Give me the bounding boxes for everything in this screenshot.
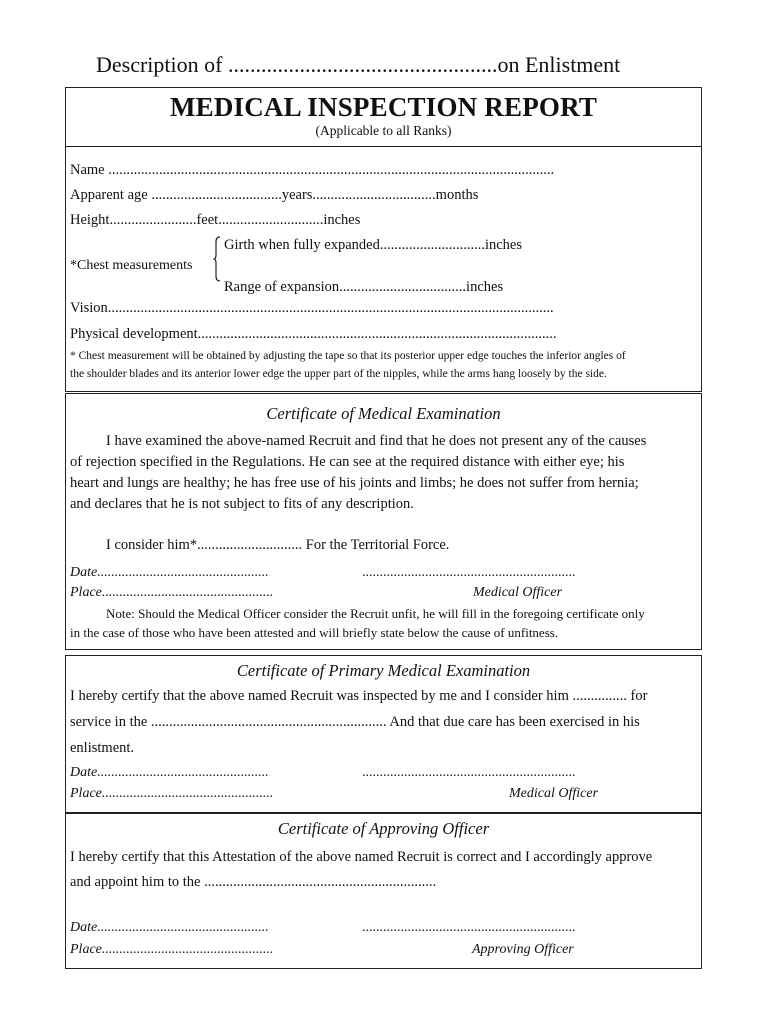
age-field[interactable]: Apparent age ....................................years..................................months: [70, 187, 479, 203]
medical-cert-line4: and declares that he is not subject to fits of any description.: [70, 496, 414, 512]
chest-note-line1: * Chest measurement will be obtained by adjusting the tape so that its posterior upper edge touches the inferior angles of: [70, 350, 626, 362]
unfit-note-line2: in the case of those who have been attested and will briefly state below the cause of unfitness.: [70, 625, 559, 640]
chest-note-line2: the shoulder blades and its anterior lower edge the upper part of the nipples, while the arms hang loosely by the side.: [70, 368, 607, 380]
medical-cert-line1: I have examined the above-named Recruit and find that he does not present any of the causes: [106, 433, 647, 449]
girth-field[interactable]: Girth when fully expanded.............................inches: [224, 237, 523, 253]
physical-field[interactable]: Physical development...................................................................................................: [70, 326, 557, 342]
approving-cert-line1: I hereby certify that this Attestation of the above named Recruit is correct and I accordingly approve: [70, 849, 653, 865]
primary-cert-line1[interactable]: I hereby certify that the above named Recruit was inspected by me and I consider him ............... for: [70, 688, 648, 704]
primary-signature-line[interactable]: .............................................................: [362, 765, 576, 780]
medical-date-field[interactable]: Date.................................................: [70, 565, 269, 580]
chest-label: *Chest measurements: [70, 258, 193, 273]
unfit-note-line1: Note: Should the Medical Officer consider the Recruit unfit, he will fill in the foregoing certificate only: [106, 606, 645, 621]
primary-officer-label: Medical Officer: [509, 786, 599, 801]
primary-cert-line2[interactable]: service in the ................................................................. And that due care has been exercised in his: [70, 714, 640, 730]
primary-cert-title: Certificate of Primary Medical Examination: [236, 661, 531, 680]
medical-place-field[interactable]: Place.................................................: [70, 585, 274, 600]
appoint-field[interactable]: and appoint him to the ................................................................: [70, 874, 437, 890]
approving-officer-section: [65, 813, 702, 969]
report-title-box: [66, 88, 701, 147]
range-field[interactable]: Range of expansion...................................inches: [224, 279, 504, 295]
approving-place-field[interactable]: Place.................................................: [70, 942, 274, 957]
primary-cert-line3: enlistment.: [70, 740, 135, 756]
medical-examination-section: [65, 393, 702, 650]
approving-signature-line[interactable]: .............................................................: [362, 920, 576, 935]
medical-signature-line[interactable]: .............................................................: [362, 565, 576, 580]
name-field[interactable]: Name ...........................................................................................................................: [70, 162, 555, 178]
primary-examination-section: [65, 655, 702, 813]
primary-place-field[interactable]: Place.................................................: [70, 786, 274, 801]
approving-cert-title: Certificate of Approving Officer: [277, 819, 490, 838]
brace-icon: [213, 236, 221, 282]
medical-inspection-section: [65, 87, 702, 392]
medical-officer-label: Medical Officer: [473, 585, 563, 600]
medical-cert-title: Certificate of Medical Examination: [266, 404, 501, 423]
height-field[interactable]: Height........................feet.............................inches: [70, 212, 361, 228]
primary-date-field[interactable]: Date.................................................: [70, 765, 269, 780]
medical-cert-line2: of rejection specified in the Regulations. He can see at the required distance with either eye; his: [70, 454, 625, 470]
approving-date-field[interactable]: Date.................................................: [70, 920, 269, 935]
consider-field[interactable]: I consider him*............................. For the Territorial Force.: [106, 537, 450, 553]
report-subtitle: (Applicable to all Ranks): [315, 123, 452, 138]
approving-officer-label: Approving Officer: [472, 942, 574, 957]
medical-cert-line3: heart and lungs are healthy; he has free use of his joints and limbs; he does not suffer from hernia;: [70, 475, 639, 491]
vision-field[interactable]: Vision...........................................................................................................................: [70, 300, 554, 316]
form-heading: Description of .................................................on Enlistment: [96, 52, 621, 77]
report-title: MEDICAL INSPECTION REPORT: [169, 92, 598, 122]
